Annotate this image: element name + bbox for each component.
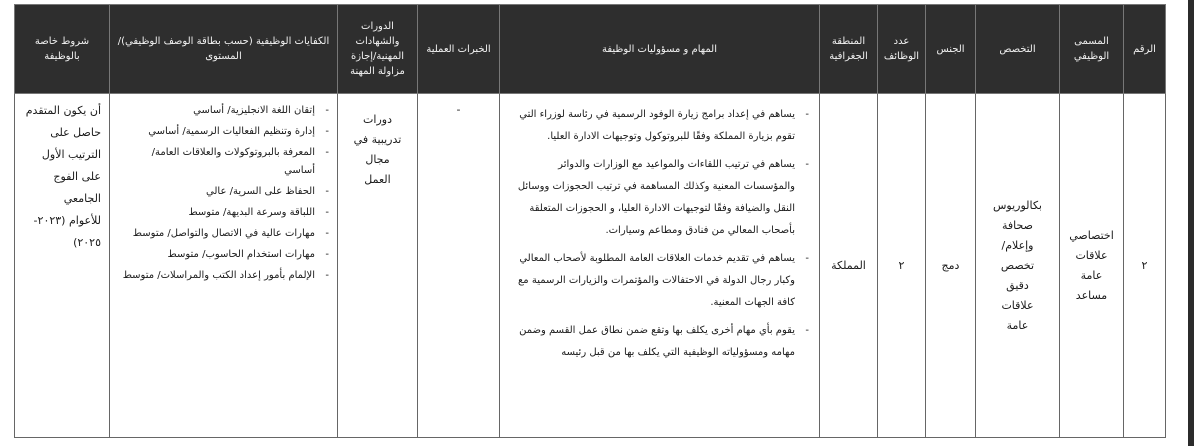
courses-line: مجال: [365, 153, 390, 166]
competency-item: - مهارات استخدام الحاسوب/ متوسط: [118, 246, 329, 264]
header-courses: الدورات والشهادات المهنية/إجازة مزاولة المهنة: [338, 5, 418, 94]
competency-item: - اللباقة وسرعة البديهة/ متوسط: [118, 204, 329, 222]
specialty-line: علاقات: [1001, 298, 1034, 312]
specialty-line: تخصص: [1000, 258, 1035, 272]
cell-count: ٢: [878, 94, 926, 438]
task-item: - يقوم بأي مهام أخرى يكلف بها وتقع ضمن نطاق عمل القسم وضمن مهامه ومسؤولياته الوظيفية التي يكلف بها من قبل رئيسه: [508, 320, 809, 364]
competency-item: - إدارة وتنظيم الفعاليات الرسمية/ أساسي: [118, 123, 329, 141]
specialty-line: عامة: [1006, 318, 1029, 332]
cell-experience: -: [418, 94, 500, 438]
cell-specialty: [976, 94, 1060, 438]
courses-line: تدريبية في: [353, 133, 402, 146]
header-region: المنطقة الجغرافية: [820, 5, 878, 94]
specialty-line: دقيق: [1006, 278, 1029, 292]
specialty-line: بكالوريوس: [992, 198, 1042, 212]
cell-title: [1060, 94, 1124, 438]
competency-item: - الحفاظ على السرية/ عالي: [118, 183, 329, 201]
header-experience: الخبرات العملية: [418, 5, 500, 94]
competency-item: - المعرفة بالبروتوكولات والعلاقات العامة/ أساسي: [118, 144, 329, 180]
cell-courses: [338, 94, 418, 438]
header-competencies: الكفايات الوظيفية (حسب بطاقة الوصف الوظيفي)/ المستوى: [110, 5, 338, 94]
condition-line: للأعوام (٢٠٢٣-: [33, 214, 101, 227]
job-table: [14, 4, 1166, 438]
condition-line: أن يكون المتقدم: [25, 104, 101, 117]
courses-line: العمل: [364, 173, 391, 186]
title-line: اختصاصي: [1069, 228, 1114, 242]
condition-line: حاصل على: [50, 126, 101, 139]
condition-line: الجامعي: [63, 192, 101, 205]
specialty-line: صحافة: [1002, 218, 1033, 232]
header-num: الرقم: [1124, 5, 1166, 94]
header-gender: الجنس: [926, 5, 976, 94]
competency-item: - إتقان اللغة الانجليزية/ أساسي: [118, 102, 329, 120]
condition-line: ٢٠٢٥): [73, 236, 101, 249]
competency-item: - الإلمام بأمور إعداد الكتب والمراسلات/ متوسط: [118, 267, 329, 285]
header-row: [15, 5, 1166, 94]
header-title: المسمى الوظيفي: [1060, 5, 1124, 94]
competency-item: - مهارات عالية في الاتصال والتواصل/ متوسط: [118, 225, 329, 243]
cell-competencies: [110, 94, 338, 438]
task-item: - يساهم في ترتيب اللقاءات والمواعيد مع الوزارات والدوائر والمؤسسات المعنية وكذلك المساهمة في ترتيب الحجوزات ووسائل النقل والضيافة وفقًا لتوجيهات الادارة العليا، و الحجوزات المتعلقة بأصحاب المعالي من فنادق ومطاعم وسيارات.: [508, 154, 809, 242]
task-item: - يساهم في تقديم خدمات العلاقات العامة المطلوبة لأصحاب المعالي وكبار رجال الدولة في الاحتفالات والمؤتمرات والزيارات الرسمية مع كافة الجهات المعنية.: [508, 248, 809, 314]
header-count: عدد الوظائف: [878, 5, 926, 94]
cell-tasks: [500, 94, 820, 438]
title-line: علاقات: [1075, 248, 1108, 262]
header-specialty: التخصص: [976, 5, 1060, 94]
condition-line: على الفوج: [53, 170, 101, 183]
page-edge: [1188, 0, 1194, 446]
header-conditions: شروط خاصة بالوظيفة: [15, 5, 110, 94]
condition-line: الترتيب الأول: [41, 148, 101, 161]
courses-line: دورات: [363, 113, 392, 126]
table-row: [15, 94, 1166, 438]
cell-region: المملكة: [820, 94, 878, 438]
header-tasks: المهام و مسؤوليات الوظيفة: [500, 5, 820, 94]
title-line: مساعد: [1075, 288, 1108, 302]
cell-gender: دمج: [926, 94, 976, 438]
cell-conditions: [15, 94, 110, 438]
specialty-line: وإعلام/: [1001, 238, 1034, 252]
cell-num: ٢: [1124, 94, 1166, 438]
title-line: عامة: [1080, 268, 1103, 282]
task-item: - يساهم في إعداد برامج زيارة الوفود الرسمية في رئاسة لوزراء التي تقوم بزيارة المملكة وفقًا للبروتوكول وتوجيهات الادارة العليا.: [508, 104, 809, 148]
